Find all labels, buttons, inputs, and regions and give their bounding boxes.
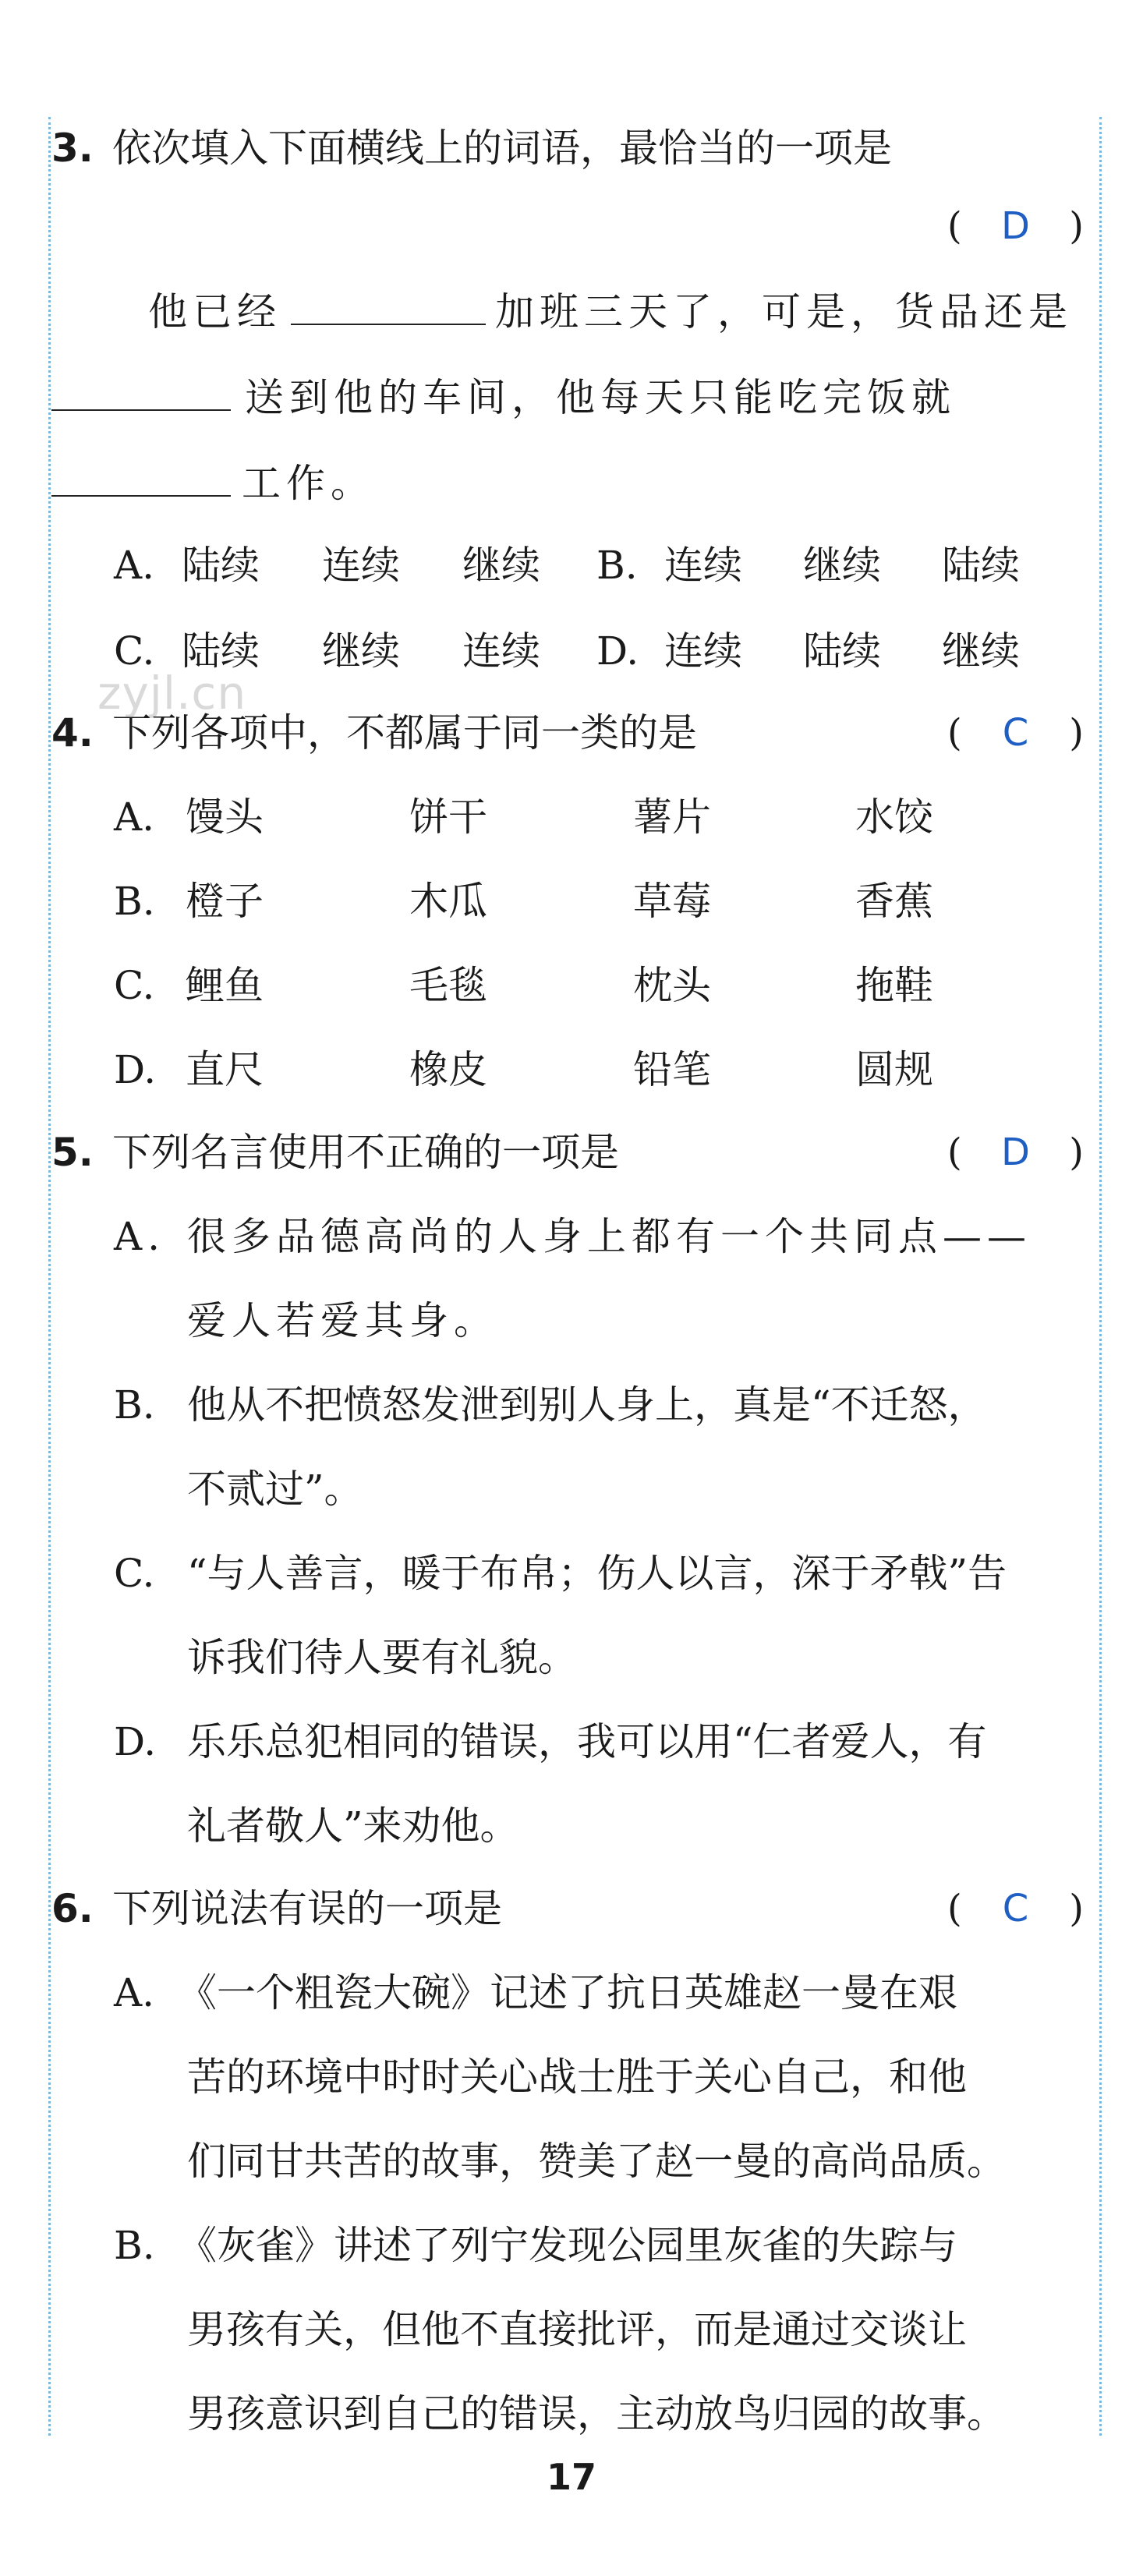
- q4-option-c-word: 鲤鱼: [186, 963, 264, 1008]
- q5-option-a-label: A.: [114, 1214, 166, 1259]
- q3-passage-line-2: [51, 359, 956, 437]
- left-dotted-border: [48, 117, 51, 2436]
- q4-answer: ( C ): [947, 694, 1084, 772]
- q4-option-a-word: 饼干: [409, 794, 487, 840]
- q3-answer-value: D: [1001, 204, 1030, 248]
- q3-option-d-label: D.: [596, 628, 639, 674]
- q4-option-a-word: 薯片: [633, 794, 711, 840]
- q3-option-d-word: 陆续: [803, 628, 881, 674]
- q3-passage-part-2: 加班三天了，可是，货品还是: [495, 289, 1073, 334]
- q6-answer: ( C ): [947, 1870, 1084, 1948]
- q3-option-a-label: A.: [114, 543, 155, 588]
- q3-blank-2: [51, 370, 231, 411]
- q4-stem: 下列各项中，不都属于同一类的是: [112, 710, 697, 755]
- q3-option-a-word: 陆续: [182, 543, 260, 588]
- q3-option-a-word: 继续: [462, 543, 540, 588]
- q3-passage-line-3: [51, 444, 375, 522]
- q4-option-a-label: A.: [114, 794, 155, 840]
- q4-option-d-word: 圆规: [855, 1047, 933, 1092]
- q4-option-b-word: 木瓜: [409, 879, 487, 924]
- q5-option-c-text: 诉我们待人要有礼貌。: [187, 1635, 577, 1680]
- q5-number: 5.: [51, 1130, 94, 1175]
- q5-option-a-text: 爱人若爱其身。: [187, 1298, 498, 1343]
- right-dotted-border: [1099, 117, 1102, 2436]
- q5-answer: ( D ): [947, 1113, 1084, 1191]
- q5-option-b-text: 他从不把愤怒发泄到别人身上，真是“不迁怒，: [187, 1382, 987, 1428]
- q6-option-b-label: B.: [114, 2223, 155, 2268]
- q5-answer-value: D: [1001, 1131, 1030, 1174]
- q5-option-b-text: 不贰过”。: [187, 1467, 363, 1512]
- q4-option-d-word: 铅笔: [633, 1047, 711, 1092]
- q4-option-c-label: C.: [114, 963, 155, 1008]
- q6-option-b-text: 《灰雀》讲述了列宁发现公园里灰雀的失踪与: [178, 2223, 957, 2268]
- q5-stem: 下列名言使用不正确的一项是: [112, 1130, 619, 1175]
- q3-option-b-word: 陆续: [942, 543, 1020, 588]
- q5-option-b-label: B.: [114, 1382, 155, 1428]
- q3-answer: ( D ): [947, 187, 1084, 265]
- q3-stem: 依次填入下面横线上的词语，最恰当的一项是: [112, 126, 892, 171]
- q3-option-c-word: 陆续: [182, 628, 260, 674]
- q6-option-a-text: 苦的环境中时时关心战士胜于关心自己，和他: [187, 2054, 967, 2100]
- q3-passage-line-1: [148, 273, 1073, 351]
- q3-number: 3.: [51, 126, 94, 171]
- q6-stem: 下列说法有误的一项是: [112, 1886, 502, 1931]
- q4-option-b-label: B.: [114, 879, 155, 924]
- q3-option-c-word: 连续: [462, 628, 540, 674]
- q3-option-b-word: 继续: [803, 543, 881, 588]
- q6-option-b-text: 男孩意识到自己的错误，主动放鸟归园的故事。: [187, 2391, 1006, 2436]
- q6-answer-value: C: [1002, 1887, 1029, 1930]
- watermark: zyjl.cn: [97, 667, 247, 720]
- q3-passage-part-1: 他已经: [148, 289, 281, 334]
- q5-option-d-text: 礼者敬人”来劝他。: [187, 1803, 519, 1849]
- q3-option-c-label: C.: [114, 628, 155, 674]
- q5-option-a-text: 很多品德高尚的人身上都有一个共同点——: [187, 1214, 1032, 1259]
- q3-option-d-word: 连续: [664, 628, 742, 674]
- q3-option-d-word: 继续: [942, 628, 1020, 674]
- q3-option-a-word: 连续: [322, 543, 400, 588]
- q6-option-a-label: A.: [114, 1970, 155, 2015]
- q3-option-c-word: 继续: [322, 628, 400, 674]
- q5-option-d-text: 乐乐总犯相同的错误，我可以用“仁者爱人，有: [187, 1719, 987, 1764]
- q4-option-d-word: 直尺: [186, 1047, 264, 1092]
- q4-answer-value: C: [1002, 711, 1029, 755]
- q4-option-a-word: 水饺: [855, 794, 933, 840]
- q4-option-c-word: 毛毯: [409, 963, 487, 1008]
- q4-option-b-word: 草莓: [633, 879, 711, 924]
- q3-option-b-word: 连续: [664, 543, 742, 588]
- q4-option-b-word: 香蕉: [855, 879, 933, 924]
- page-number: 17: [546, 2456, 596, 2498]
- q4-option-c-word: 枕头: [633, 963, 711, 1008]
- q5-option-c-label: C.: [114, 1551, 155, 1596]
- q4-option-d-word: 橡皮: [409, 1047, 487, 1092]
- q4-option-b-word: 橙子: [186, 879, 264, 924]
- q3-passage-part-3: 送到他的车间，他每天只能吃完饭就: [245, 375, 956, 420]
- q6-option-a-text: 们同甘共苦的故事，赞美了赵一曼的高尚品质。: [187, 2139, 1006, 2184]
- q6-option-b-text: 男孩有关，但他不直接批评，而是通过交谈让: [187, 2307, 967, 2352]
- q3-blank-3: [51, 456, 231, 497]
- q6-option-a-text: 《一个粗瓷大碗》记述了抗日英雄赵一曼在艰: [178, 1970, 957, 2015]
- q5-option-c-text: “与人善言，暖于布帛；伤人以言，深于矛戟”告: [187, 1551, 1007, 1596]
- q4-number: 4.: [51, 710, 94, 755]
- q4-option-c-word: 拖鞋: [855, 963, 933, 1008]
- q3-blank-1: [291, 285, 486, 325]
- q4-option-a-word: 馒头: [186, 794, 264, 840]
- q3-option-b-label: B.: [596, 543, 638, 588]
- q5-option-d-label: D.: [114, 1719, 157, 1764]
- q3-passage-part-4: 工作。: [242, 461, 375, 506]
- q6-number: 6.: [51, 1886, 94, 1931]
- q4-option-d-label: D.: [114, 1047, 157, 1092]
